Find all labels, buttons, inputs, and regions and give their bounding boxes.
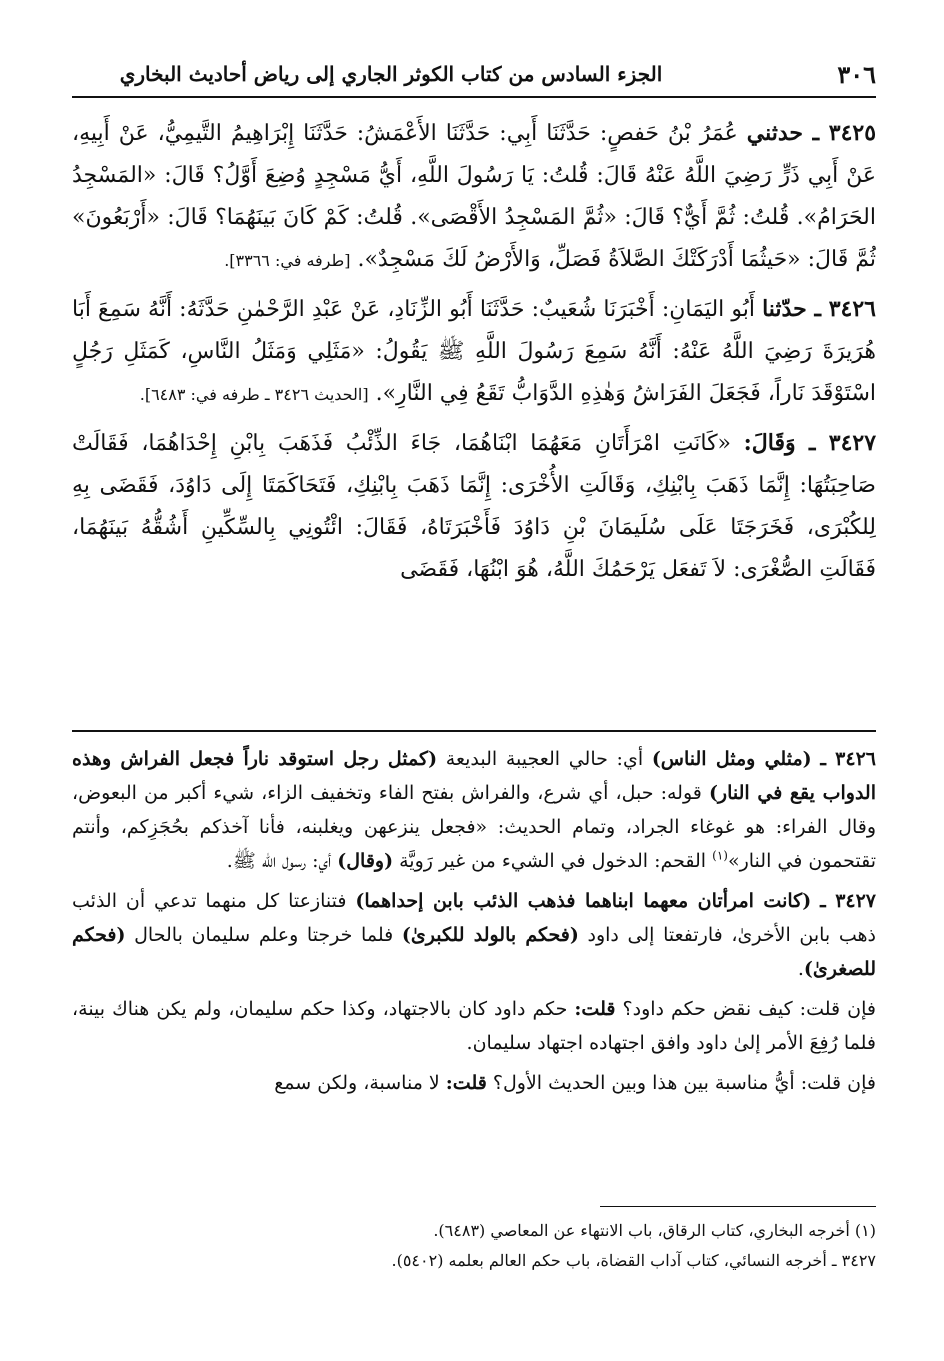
hadith-lead: حدّثنا xyxy=(762,296,807,322)
hadith-dash: ـ xyxy=(795,430,829,456)
footnote-1: (١) أخرجه البخاري، كتاب الرقاق، باب الانتهاء عن المعاصي (٦٤٨٣). xyxy=(433,1221,876,1240)
footnote-divider xyxy=(600,1206,876,1207)
hadith-dash: ـ xyxy=(806,296,829,322)
commentary-section xyxy=(72,742,876,1162)
hadith-reference: [الحديث ٣٤٢٦ ـ طرفه في: ٦٤٨٣]. xyxy=(139,385,369,404)
commentary-text: أي: حالي العجيبة البديعة xyxy=(437,748,652,770)
commentary-bold: (وقال) xyxy=(337,850,394,872)
commentary-text: قوله: حبل، أي شرع، والفراش بفتح الفاء وتخفيف الزاء، شيء أكبر من البعوض، وقال الفراء: هو غوغاء الجراد، وتمام الحديث: «فجعل ينزعهن ويغلبنه، فأنا آخذكم بحُجَزِكم، وأنتم تقتحمون في النار» xyxy=(72,782,876,872)
commentary-bold: (فحكم للصغرىٰ) xyxy=(72,924,876,980)
running-title: الجزء السادس من كتاب الكوثر الجاري إلى رياض أحاديث البخاري xyxy=(119,62,663,86)
hadith-body: عُمَرُ بْنُ حَفصٍ: حَدَّثَنَا أَبِي: حَدَّثَنَا الأَعْمَشُ: حَدَّثَنَا إِبْرَاهِيمُ التَّيمِيُّ، عَنْ أَبِيهِ، عَنْ أَبِي ذَرٍّ رَضِيَ اللَّهُ عَنْهُ قَالَ: قُلتُ: يَا رَسُولَ اللَّهِ، أَيُّ مَسْجِدٍ وُضِعَ أَوَّلُ؟ قَالَ: «المَسْجِدُ الحَرَامُ». قُلتُ: ثُمَّ أَيٌّ؟ قَالَ: «ثُمَّ المَسْجِدُ الأَقْصَى». قُلتُ: كَمْ كَانَ بَينَهُمَا؟ قَالَ: «أَرْبَعُونَ» ثُمَّ قَالَ: «حَيثُمَا أَدْرَكَتْكَ الصَّلاَةُ فَصَلِّ، وَالأَرْضُ لَكَ مَسْجِدٌ». xyxy=(72,121,876,272)
hadith-text-section xyxy=(72,112,876,714)
commentary-text: لا مناسبة، ولكن سمع xyxy=(274,1072,446,1094)
commentary-text: القحم: الدخول في الشيء من غير رَويَّة xyxy=(393,850,713,872)
page-header xyxy=(72,56,876,98)
commentary-number: ٣٤٢٧ ـ xyxy=(820,890,876,912)
commentary-bold: قلت: xyxy=(445,1072,487,1094)
commentary-text: فتنازعتا كل منهما تدعي أن الذئب ذهب بابن الأخرىٰ، فارتفعتا إلى داود xyxy=(72,890,876,946)
footnote-marker: (١) xyxy=(712,848,728,863)
hadith-number: ٣٤٢٧ xyxy=(828,430,876,456)
hadith-number: ٣٤٢٦ xyxy=(828,296,876,322)
commentary-3427 xyxy=(72,884,876,986)
commentary-text: فإن قلت: كيف نقض حكم داود؟ xyxy=(615,998,876,1020)
commentary-bold: (كمثل رجل استوقد ناراً فجعل الفراش وهذه الدواب يقع في النار) xyxy=(72,748,876,804)
hadith-number: ٣٤٢٥ xyxy=(828,120,876,146)
hadith-3427 xyxy=(72,422,876,591)
commentary-question-2 xyxy=(72,1066,876,1100)
commentary-text: حكم داود كان بالاجتهاد، وكذا حكم سليمان، ولم يكن هناك بينة، فلما رُفِعَ الأمر إلىٰ داود وافق اجتهاده اجتهاد سليمان. xyxy=(72,998,876,1054)
hadith-dash: ـ xyxy=(803,120,829,146)
footnotes xyxy=(72,1216,876,1296)
commentary-bold: (فحكم بالولد للكبرىٰ) xyxy=(401,924,579,946)
commentary-3426 xyxy=(72,742,876,878)
commentary-question-1 xyxy=(72,992,876,1060)
commentary-text: . xyxy=(797,958,804,980)
page-number: ٣٠٦ xyxy=(837,60,876,89)
commentary-text: فإن قلت: أيُّ مناسبة بين هذا وبين الحديث الأول؟ xyxy=(486,1072,876,1094)
commentary-number: ٣٤٢٦ ـ xyxy=(820,748,876,770)
footnote-3427: ٣٤٢٧ ـ أخرجه النسائي، كتاب آداب القضاة، باب حكم العالم بعلمه (٥٤٠٢). xyxy=(391,1251,876,1270)
hadith-lead: وَقَالَ: xyxy=(743,430,796,456)
hadith-reference: [طرفه في: ٣٣٦٦]. xyxy=(224,251,351,270)
commentary-bold: (مثلي ومثل الناس) xyxy=(651,748,812,770)
commentary-text: فلما خرجتا وعلم سليمان بالحال xyxy=(125,924,402,946)
commentary-bold: (كانت امرأتان معهما ابناهما فذهب الذئب بابن إحداهما) xyxy=(355,890,812,912)
hadith-3425 xyxy=(72,112,876,282)
hadith-body: «كَانَتِ امْرَأَتَانِ مَعَهُمَا ابْنَاهُمَا، جَاءَ الذِّئْبُ فَذَهَبَ بِابْنِ إِحْدَاهُمَا، فَقَالَتْ صَاحِبَتُهَا: إِنَّمَا ذَهَبَ بِابْنِكِ، وَقَالَتِ الأُخْرَى: إِنَّمَا ذَهَبَ بِابْنِكِ، فَتَحَاكَمَتَا إِلَى دَاوُدَ، فَقَضَى بِهِ لِلكُبْرَى، فَخَرَجَتَا عَلَى سُلَيمَانَ بْنِ دَاوُدَ فَأَخْبَرَتَاهُ، فَقَالَ: ائْتُونِي بِالسِّكِّينِ أَشُقُّهُ بَينَهُمَا، فَقَالَتِ الصُّغْرَى: لاَ تَفعَل يَرْحَمُكَ اللَّهُ، هُوَ ابْنُهَا، فَقَضَى xyxy=(72,431,876,582)
commentary-bold: قلت: xyxy=(574,998,616,1020)
commentary-text: أي: رسول الله ﷺ. xyxy=(226,850,338,872)
hadith-body: أَبُو اليَمَانِ: أَخْبَرَنَا شُعَيبٌ: حَدَّثَنَا أَبُو الزِّنَادِ، عَنْ عَبْدِ الرَّحْمٰنِ حَدَّثَهُ: أَنَّهُ سَمِعَ أَبَا هُرَيرَةَ رَضِيَ اللَّهُ عَنْهُ: أَنَّهُ سَمِعَ رَسُولَ اللَّهِ ﷺ يَقُولُ: «مَثَلِي وَمَثَلُ النَّاسِ، كَمَثَلِ رَجُلٍ اسْتَوْقَدَ نَاراً، فَجَعَلَ الفَرَاشُ وَهٰذِهِ الدَّوَابُّ تَقَعُ فِي النَّارِ». xyxy=(72,297,876,406)
commentary-divider xyxy=(72,730,876,732)
hadith-3426 xyxy=(72,288,876,416)
hadith-lead: حدثني xyxy=(746,120,803,146)
